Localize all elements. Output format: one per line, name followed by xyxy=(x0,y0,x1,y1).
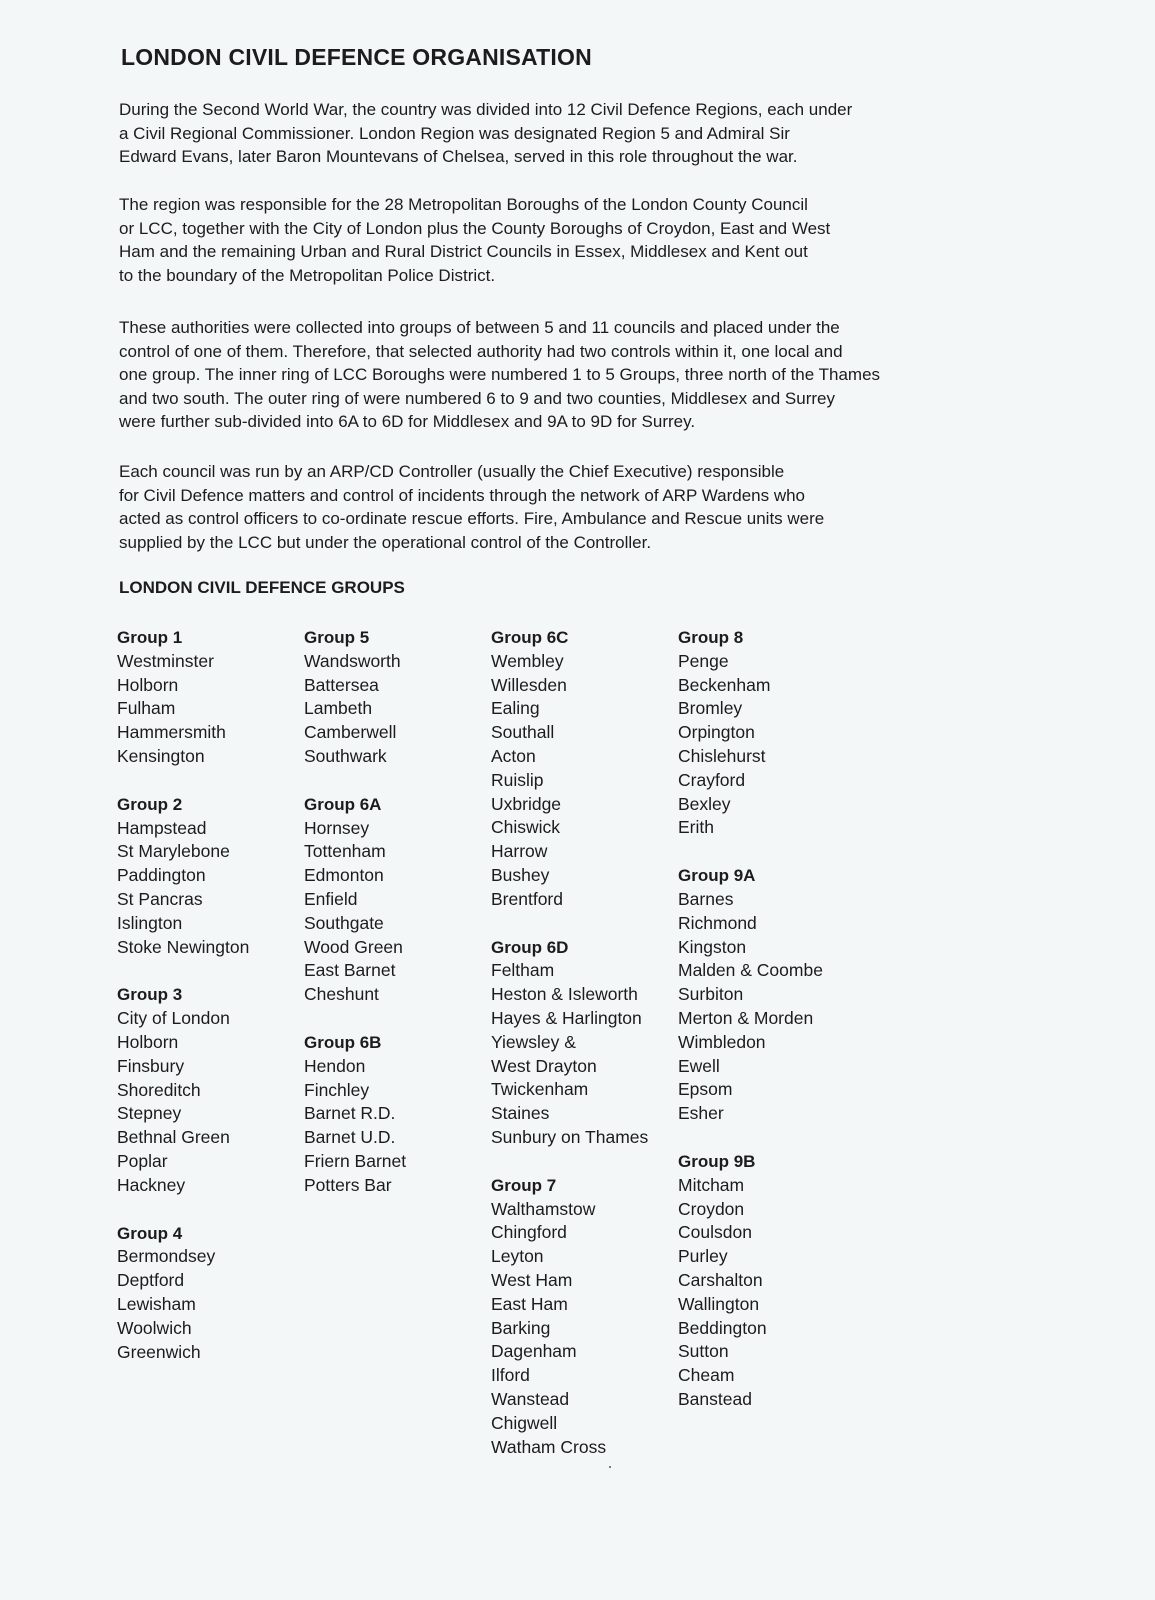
council-name: Southgate xyxy=(304,912,384,933)
council-name: Chigwell xyxy=(491,1412,558,1433)
council-name: East Barnet xyxy=(304,960,396,981)
group-column-3 xyxy=(491,626,676,1483)
council-name: Heston & Isleworth xyxy=(491,984,638,1005)
group-block xyxy=(304,793,489,1007)
council-name: Kensington xyxy=(117,745,205,766)
council-name: Orpington xyxy=(678,722,755,743)
groups-heading: LONDON CIVIL DEFENCE GROUPS xyxy=(119,578,405,597)
council-name: Ilford xyxy=(491,1365,530,1386)
group-heading: Group 3 xyxy=(117,985,183,1005)
council-name: Erith xyxy=(678,817,714,838)
council-name: Banstead xyxy=(678,1388,752,1409)
council-name: Wallington xyxy=(678,1293,760,1314)
council-name: Finchley xyxy=(304,1079,370,1100)
council-name: Bermondsey xyxy=(117,1246,216,1267)
council-name: Lewisham xyxy=(117,1293,196,1314)
council-name: St Pancras xyxy=(117,888,203,909)
council-name: Kingston xyxy=(678,936,747,957)
group-column-2 xyxy=(304,626,489,1222)
council-name: Hayes & Harlington xyxy=(491,1007,642,1028)
council-name: Chingford xyxy=(491,1222,567,1243)
council-name: Bushey xyxy=(491,864,550,885)
council-name: Enfield xyxy=(304,888,358,909)
council-name: Carshalton xyxy=(678,1269,763,1290)
council-name: Wimbledon xyxy=(678,1031,766,1052)
council-name: Battersea xyxy=(304,674,379,695)
group-block xyxy=(304,626,489,769)
council-name: Shoreditch xyxy=(117,1079,201,1100)
group-block xyxy=(491,1174,676,1460)
group-heading: Group 6C xyxy=(491,628,569,647)
council-name: Acton xyxy=(491,745,536,766)
council-name: Hammersmith xyxy=(117,722,226,743)
council-name: Coulsdon xyxy=(678,1222,752,1243)
council-name: Bexley xyxy=(678,793,731,814)
council-name: Chislehurst xyxy=(678,745,766,766)
group-heading: Group 6D xyxy=(491,937,569,957)
council-name: Islington xyxy=(117,912,183,933)
council-name: Ealing xyxy=(491,698,540,719)
council-name: Camberwell xyxy=(304,722,397,743)
council-name: Croydon xyxy=(678,1198,745,1219)
council-name: Poplar xyxy=(117,1150,168,1171)
council-name: Woolwich xyxy=(117,1317,192,1338)
council-name: Malden & Coombe xyxy=(678,960,823,981)
group-block xyxy=(117,626,302,769)
council-name: Barnet R.D. xyxy=(304,1103,396,1124)
group-heading: Group 7 xyxy=(491,1175,557,1195)
council-name: Twickenham xyxy=(491,1079,589,1100)
council-name: Willesden xyxy=(491,674,567,695)
council-name: Holborn xyxy=(117,1031,179,1052)
group-block xyxy=(491,936,676,1150)
council-name: Tottenham xyxy=(304,841,386,862)
council-name: Mitcham xyxy=(678,1174,745,1195)
group-heading: Group 8 xyxy=(678,628,744,647)
council-name: Sunbury on Thames xyxy=(491,1126,649,1147)
council-name: Cheam xyxy=(678,1365,735,1386)
council-name: Bromley xyxy=(678,698,743,719)
group-block xyxy=(304,1031,489,1198)
group-column-4 xyxy=(678,626,863,1436)
controller-paragraph: Each council was run by an ARP/CD Controller (usually the Chief Executive) responsible for Civil Defence matters and control of incidents through the network of ARP Wardens who acted as control officers to co-ordinate rescue efforts. Fire, Ambulance and Rescue units were supplied by the LCC but under the operational control of the Controller. xyxy=(119,462,825,552)
groups-paragraph: These authorities were collected into groups of between 5 and 11 councils and placed under the control of one of them. Therefore, that selected authority had two controls within it, one local and one group. The inner ring of LCC Boroughs were numbered 1 to 5 Groups, three north of the Thames and two south. The outer ring of were numbered 6 to 9 and two counties, Middlesex and Surrey were further sub-divided into 6A to 6D for Middlesex and 9A to 9D for Surrey. xyxy=(119,318,881,432)
council-name: Barking xyxy=(491,1317,551,1338)
council-name: Surbiton xyxy=(678,984,744,1005)
council-name: Hornsey xyxy=(304,817,370,838)
council-name: East Ham xyxy=(491,1293,568,1314)
council-name: Yiewsley & xyxy=(491,1031,576,1052)
council-name: Holborn xyxy=(117,674,179,695)
council-name: Southwark xyxy=(304,745,387,766)
council-name: West Drayton xyxy=(491,1055,597,1076)
council-name: Esher xyxy=(678,1103,724,1124)
council-name: Richmond xyxy=(678,912,757,933)
council-name: Stoke Newington xyxy=(117,936,250,957)
council-name: Uxbridge xyxy=(491,793,562,814)
group-heading: Group 4 xyxy=(117,1223,183,1243)
council-name: Wandsworth xyxy=(304,650,401,671)
council-name: City of London xyxy=(117,1008,230,1029)
council-name: Chiswick xyxy=(491,817,561,838)
group-block xyxy=(117,793,302,960)
group-block xyxy=(678,864,863,1126)
council-name: Harrow xyxy=(491,841,548,862)
intro-paragraph: During the Second World War, the country was divided into 12 Civil Defence Regions, each under a Civil Regional Commissioner. London Region was designated Region 5 and Admiral Sir Edward Evans, later Baron Mountevans of Chelsea, served in this role throughout the war. xyxy=(119,100,853,167)
council-name: Merton & Morden xyxy=(678,1007,814,1028)
group-block xyxy=(678,626,863,840)
council-name: Purley xyxy=(678,1246,728,1267)
council-name: St Marylebone xyxy=(117,841,230,862)
council-name: Brentford xyxy=(491,888,563,909)
council-name: Beddington xyxy=(678,1317,767,1338)
council-name: Barnes xyxy=(678,888,734,909)
council-name: Bethnal Green xyxy=(117,1127,230,1148)
group-heading: Group 2 xyxy=(117,794,183,814)
council-name: Wembley xyxy=(491,650,564,671)
group-block xyxy=(117,983,302,1197)
council-name: Staines xyxy=(491,1103,550,1124)
council-name: Feltham xyxy=(491,960,555,981)
council-name: Epsom xyxy=(678,1079,733,1100)
council-name: Wood Green xyxy=(304,936,403,957)
council-name: Southall xyxy=(491,722,555,743)
council-name: Deptford xyxy=(117,1270,185,1291)
council-name: Barnet U.D. xyxy=(304,1127,396,1148)
group-block xyxy=(117,1222,302,1365)
council-name: Greenwich xyxy=(117,1341,201,1362)
council-name: Lambeth xyxy=(304,698,373,719)
council-name: Dagenham xyxy=(491,1341,577,1362)
scan-speck xyxy=(609,1466,611,1468)
council-name: Fulham xyxy=(117,698,176,719)
group-heading: Group 6A xyxy=(304,794,382,814)
council-name: Ewell xyxy=(678,1055,720,1076)
group-heading: Group 9A xyxy=(678,866,756,886)
council-name: Wanstead xyxy=(491,1388,570,1409)
council-name: Paddington xyxy=(117,865,206,886)
council-name: Potters Bar xyxy=(304,1174,392,1195)
page-title: LONDON CIVIL DEFENCE ORGANISATION xyxy=(121,44,592,70)
group-block xyxy=(678,1150,863,1412)
council-name: West Ham xyxy=(491,1269,573,1290)
council-name: Penge xyxy=(678,650,729,671)
council-name: Beckenham xyxy=(678,674,771,695)
group-heading: Group 6B xyxy=(304,1032,382,1052)
council-name: Crayford xyxy=(678,769,746,790)
council-name: Stepney xyxy=(117,1103,182,1124)
council-name: Edmonton xyxy=(304,865,384,886)
council-name: Hampstead xyxy=(117,817,207,838)
group-heading: Group 1 xyxy=(117,628,183,647)
council-name: Hendon xyxy=(304,1055,366,1076)
council-name: Friern Barnet xyxy=(304,1150,407,1171)
council-name: Finsbury xyxy=(117,1055,185,1076)
council-name: Walthamstow xyxy=(491,1198,596,1219)
council-name: Sutton xyxy=(678,1341,729,1362)
council-name: Ruislip xyxy=(491,769,544,790)
council-name: Westminster xyxy=(117,650,214,671)
group-heading: Group 5 xyxy=(304,628,370,647)
group-column-1 xyxy=(117,626,302,1388)
council-name: Watham Cross xyxy=(491,1436,607,1457)
council-name: Hackney xyxy=(117,1174,186,1195)
council-name: Leyton xyxy=(491,1246,544,1267)
group-block xyxy=(491,626,676,912)
group-heading: Group 9B xyxy=(678,1151,756,1171)
region-paragraph: The region was responsible for the 28 Metropolitan Boroughs of the London County Council or LCC, together with the City of London plus the County Boroughs of Croydon, East and West Ham and the remaining Urban and Rural District Councils in Essex, Middlesex and Kent out to the boundary of the Metropolitan Police District. xyxy=(119,195,831,285)
council-name: Cheshunt xyxy=(304,984,379,1005)
